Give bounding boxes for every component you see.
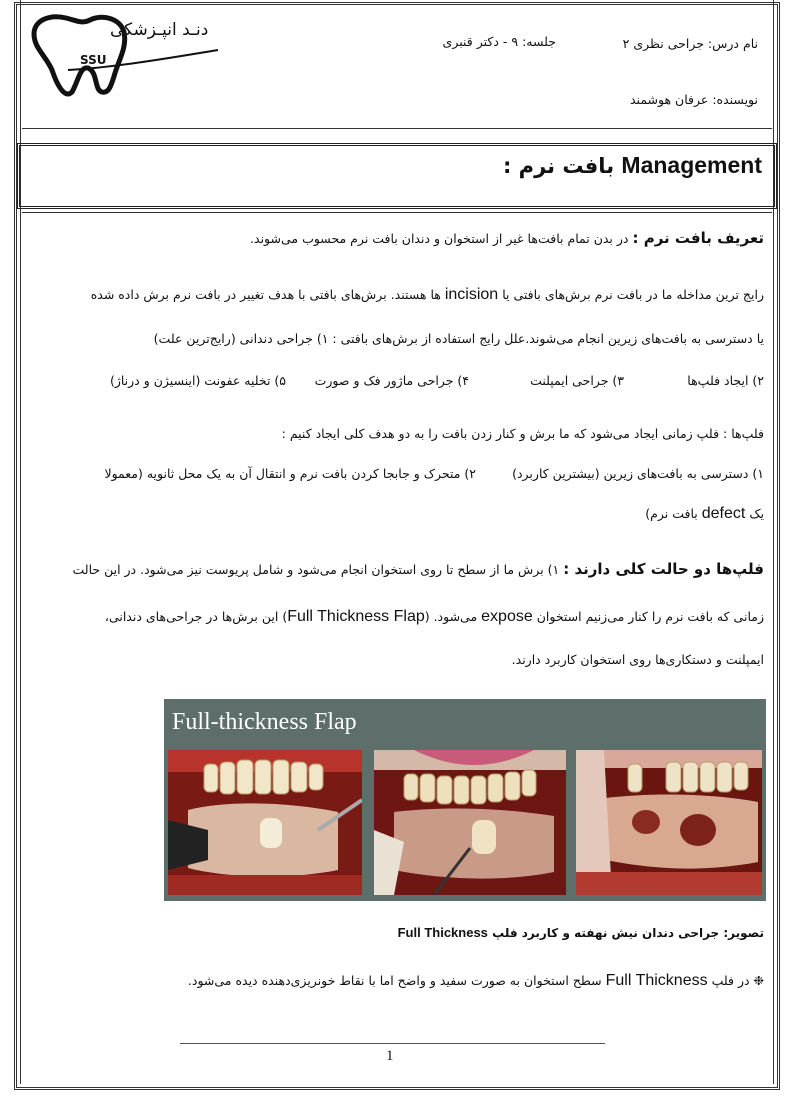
flap-types-line-2	[105, 608, 764, 626]
list-item: ۵) تخلیه عفونت (اینسیژن و درناژ)	[109, 373, 286, 388]
caption-english: Full Thickness	[397, 925, 488, 940]
definition-label: تعریف بافت نرم :	[632, 229, 764, 247]
defect-term: defect	[701, 505, 746, 522]
expose-term: expose	[481, 608, 533, 625]
note-text-b: سطح استخوان به صورت سفید و واضح اما با نقاط خونریزی‌دهنده دیده می‌شود.	[187, 973, 602, 988]
flap-goal-1: ۱) دسترسی به بافت‌های زیرین (بیشترین کاربرد)	[512, 466, 764, 481]
title-box	[17, 143, 777, 209]
logo-text: دنـد انپـزشکی	[110, 20, 209, 40]
definition-text: در بدن تمام بافت‌ها غیر از استخوان و دندان بافت نرم محسوب می‌شوند.	[250, 231, 629, 246]
page-title	[503, 152, 762, 179]
incision-line-2: یا دسترسی به بافت‌های زیرین انجام می‌شوند.علل رایج استفاده از برش‌های بافتی : ۱) جراحی دندانی (رایج‌ترین علت)	[153, 331, 764, 346]
incision-line-1	[91, 286, 764, 304]
goal2-text-b: بافت نرم)	[645, 506, 698, 521]
session-info: جلسه: ۹ - دکتر قنبری	[442, 34, 556, 49]
list-item: ۲) ایجاد فلپ‌ها	[687, 373, 764, 388]
university-logo	[28, 12, 228, 98]
flap-types-line-3: ایمپلنت و دستکاری‌ها روی استخوان کاربرد دارند.	[511, 652, 764, 667]
flap-types-text: ۱) برش ما از سطح تا روی استخوان انجام می‌شود و شامل پریوست نیز می‌شود. در این حالت	[72, 562, 560, 577]
incision-term: incision	[444, 286, 499, 303]
flap-types-text-b: می‌شود. (	[424, 609, 478, 624]
flap-types-text-a: زمانی که بافت نرم را کنار می‌زنیم استخوان	[536, 609, 764, 624]
footer-divider	[180, 1043, 605, 1044]
photo-title: Full-thickness Flap	[172, 709, 357, 735]
logo-abbreviation: SSU	[80, 53, 107, 67]
title-persian: بافت نرم :	[502, 154, 615, 178]
incision-text-b: ها هستند. برش‌های بافتی با هدف تغییر در بافت نرم برش داده شده	[90, 287, 441, 302]
incision-text-a: رایج ترین مداخله ما در بافت نرم برش‌های بافتی یا	[502, 287, 764, 302]
photo-panel-1	[168, 750, 362, 895]
photo-panel-3	[576, 750, 762, 895]
definition-line	[250, 229, 764, 247]
course-name: نام درس: جراحی نظری ۲	[622, 36, 758, 51]
list-item: ۳) جراحی ایمپلنت	[530, 373, 624, 388]
list-item: ۴) جراحی ماژور فک و صورت	[314, 373, 469, 388]
surgery-photo	[164, 699, 766, 901]
header-divider	[22, 128, 772, 129]
author-name: نویسنده: عرفان هوشمند	[629, 92, 758, 107]
flap-goal-2-cont	[645, 505, 764, 523]
note-text-a: ❉ در فلپ	[711, 973, 764, 988]
note-term: Full Thickness	[605, 972, 708, 989]
flap-goal-2: ۲) متحرک و جابجا کردن بافت نرم و انتقال آن به یک محل ثانویه (معمولا	[104, 466, 476, 481]
caption-persian: تصویر: جراحی دندان نیش نهفته و کاربرد فلپ	[492, 926, 764, 940]
title-english: Management	[621, 152, 762, 178]
note-line	[188, 972, 764, 990]
flap-types-line-1	[72, 560, 764, 578]
flap-types-text-c: ) این برش‌ها در جراحی‌های دندانی،	[104, 609, 288, 624]
full-thickness-flap-term: Full Thickness Flap	[287, 608, 425, 625]
page-number: 1	[386, 1048, 394, 1064]
flap-types-label: فلپ‌ها دو حالت کلی دارند :	[563, 560, 764, 578]
goal2-text-a: یک	[749, 506, 764, 521]
flaps-intro: فلپ‌ها : فلپ زمانی ایجاد می‌شود که ما برش و کنار زدن بافت را به دو هدف کلی ایجاد کنیم :	[281, 426, 764, 441]
title-divider	[22, 212, 772, 213]
photo-panel-2	[374, 750, 566, 895]
figure-caption	[398, 925, 764, 940]
